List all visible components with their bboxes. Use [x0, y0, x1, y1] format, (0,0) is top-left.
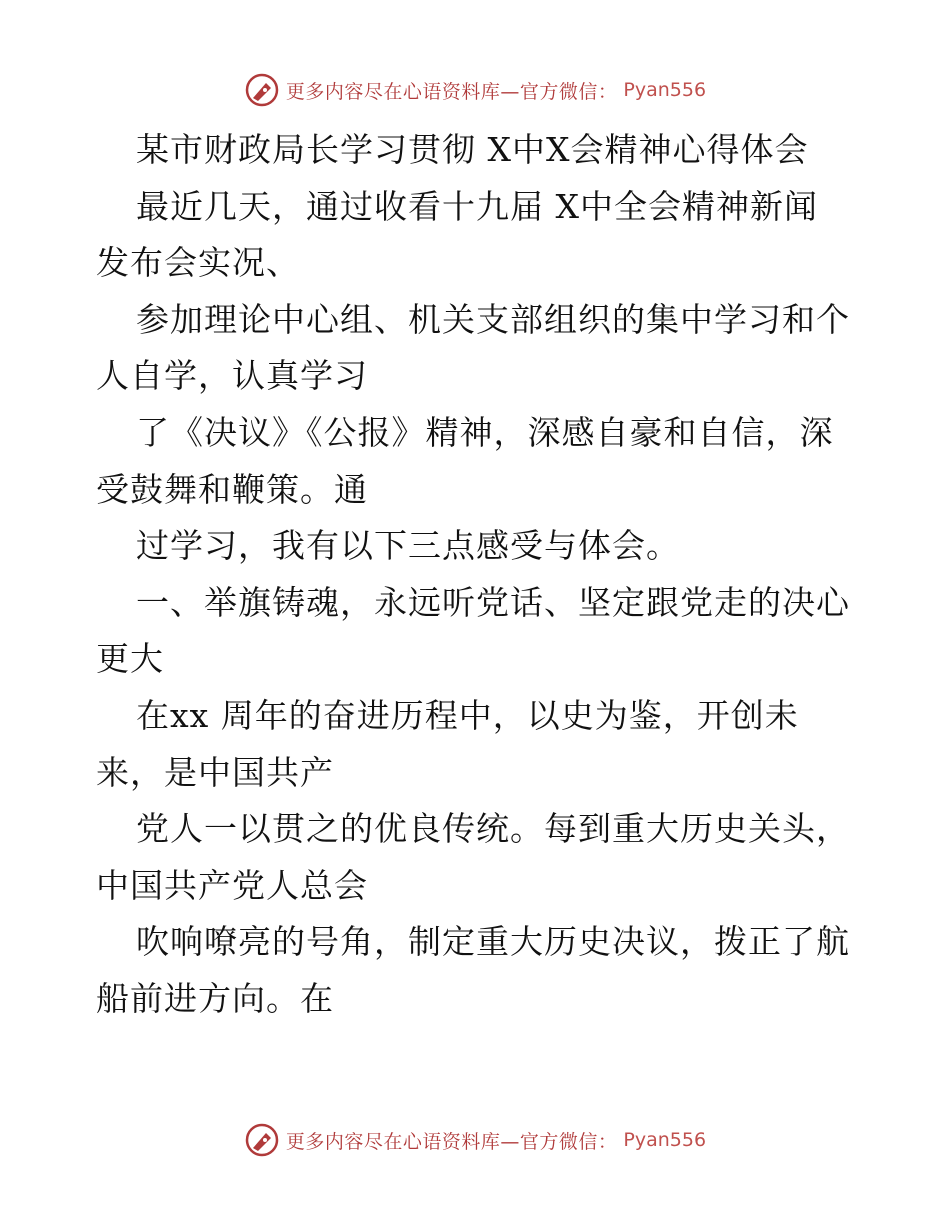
paragraph-line: 吹响嘹亮的号角，制定重大历史决议，拨正了航	[136, 922, 850, 962]
paragraph-line: 在xx 周年的奋进历程中，以史为鉴，开创未	[136, 695, 799, 735]
paragraph-line: 船前进方向。在	[96, 978, 334, 1018]
paragraph-line: 党人一以贯之的优良传统。每到重大历史关头，	[136, 809, 850, 849]
pen-nib-logo-icon	[244, 1122, 280, 1158]
paragraph-line: 最近几天，通过收看十九届 X中全会精神新闻	[136, 186, 818, 226]
section-heading-line: 更大	[96, 639, 164, 679]
section-heading-line: 一、举旗铸魂，永远听党话、坚定跟党走的决心	[136, 582, 850, 622]
paragraph-line: 参加理论中心组、机关支部组织的集中学习和个	[136, 299, 850, 339]
paragraph-line: 来，是中国共产	[96, 752, 334, 792]
paragraph-line: 过学习，我有以下三点感受与体会。	[136, 526, 680, 566]
watermark-text: 更多内容尽在心语资料库—官方微信：	[285, 1130, 618, 1153]
pen-nib-logo-icon	[244, 72, 280, 108]
document-body	[96, 122, 856, 1028]
header-watermark	[0, 70, 950, 110]
footer-watermark	[0, 1120, 950, 1160]
paragraph-line: 人自学，认真学习	[96, 356, 368, 396]
paragraph-line: 中国共产党人总会	[96, 865, 368, 905]
watermark-contact: Pyan556	[623, 79, 707, 101]
watermark-text: 更多内容尽在心语资料库—官方微信：	[285, 80, 618, 103]
paragraph-line: 了《决议》《公报》精神，深感自豪和自信，深	[136, 412, 834, 452]
paragraph-line: 发布会实况、	[96, 243, 300, 283]
document-title: 某市财政局长学习贯彻 X中X会精神心得体会	[136, 130, 809, 169]
watermark-contact: Pyan556	[623, 1129, 707, 1151]
paragraph-line: 受鼓舞和鞭策。通	[96, 469, 368, 509]
